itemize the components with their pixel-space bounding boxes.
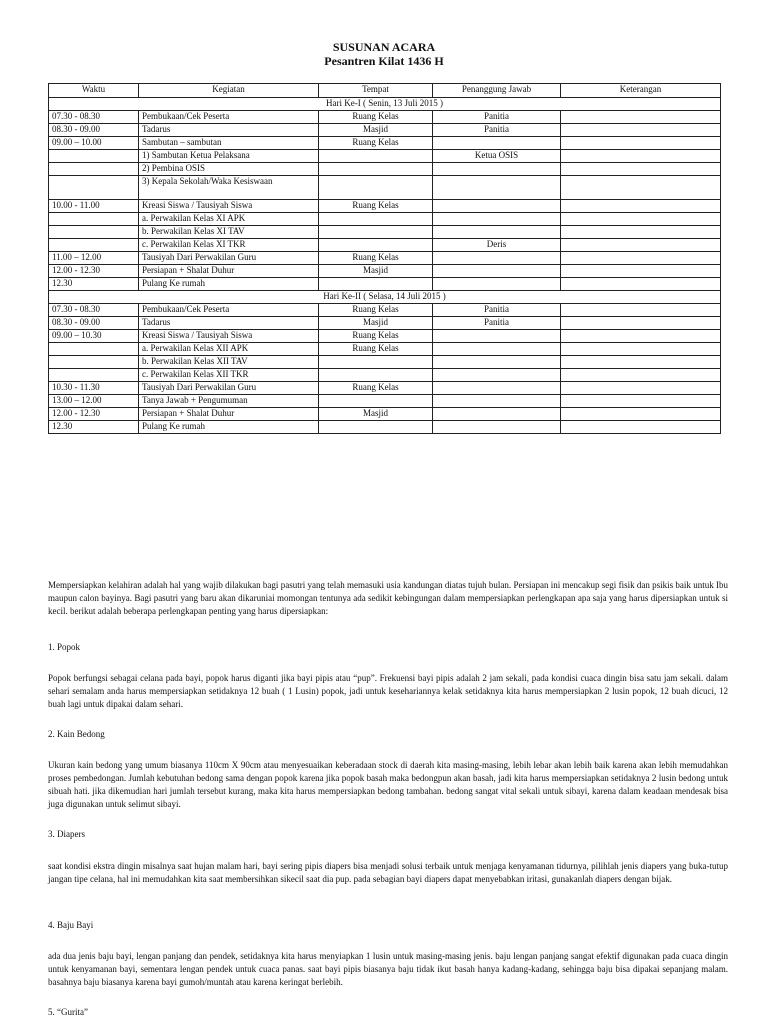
table-row <box>49 382 721 395</box>
table-cell <box>319 176 433 200</box>
table-cell: 13.00 – 12.00 <box>49 395 139 408</box>
table-cell <box>561 239 721 252</box>
section-heading-gurita: 5. “Gurita” <box>48 1007 88 1017</box>
schedule-table <box>48 83 721 434</box>
table-cell <box>433 343 561 356</box>
table-cell: Panitia <box>433 304 561 317</box>
table-row <box>49 111 721 124</box>
table-cell: Pulang Ke rumah <box>139 278 319 291</box>
table-row <box>49 137 721 150</box>
table-cell <box>49 239 139 252</box>
table-cell <box>561 356 721 369</box>
table-cell <box>433 163 561 176</box>
paragraph-baju-bayi: ada dua jenis baju bayi, lengan panjang dan pendek, setidaknya kita harus menyiapkan 1 lusin untuk masing-masing jenis. baju lengan panjang sangat efektif digunakan pada cuaca dingin untuk kenyamanan bayi, sementara lengan pendek untuk cuaca panas. saat bayi pipis biasanya baju tidak ikut basah hanya kadang-kadang, sehingga baju bisa dipakai sepanjang malam. basahnya baju biasanya karena bayi gumoh/muntah atau karena keringat berlebih. <box>48 951 728 987</box>
table-cell <box>433 137 561 150</box>
day-label: Hari Ke-I ( Senin, 13 Juli 2015 ) <box>49 98 721 111</box>
table-cell: Tausiyah Dari Perwakilan Guru <box>139 382 319 395</box>
table-cell <box>561 137 721 150</box>
section-heading-popok: 1. Popok <box>48 642 81 652</box>
table-cell: 11.00 – 12.00 <box>49 252 139 265</box>
header-tempat: Tempat <box>319 84 433 98</box>
section-heading-kain-bedong: 2. Kain Bedong <box>48 729 105 739</box>
table-cell <box>49 176 139 200</box>
day-label-row <box>49 98 721 111</box>
paragraph-kain-bedong: Ukuran kain bedong yang umum biasanya 110cm X 90cm atau menyesuaikan keberadaan stock di daerah kita masing-masing, lebih lebar akan lebih baik karena akan lebih memudahkan proses pembedongan. Jumlah kebutuhan bedong sama dengan popok karena jika popok basah maka bedongpun akan basah, jadi kita harus mempersiapkan setidaknya 2 lusin bedong untuk sibuah hati. jika dikemudian hari jumlah tersebut kurang, maka kita harus mempersiapkan bedong tambahan. bedong sangat vital sekali untuk sibayi, karena dalam keadaan mendesak bisa juga digunakan untuk selimut sibayi. <box>48 760 728 809</box>
table-row <box>49 395 721 408</box>
table-cell: Pulang Ke rumah <box>139 421 319 434</box>
table-cell: 09.00 – 10.30 <box>49 330 139 343</box>
table-cell: Masjid <box>319 124 433 137</box>
table-cell <box>49 356 139 369</box>
table-cell: 10.00 - 11.00 <box>49 200 139 213</box>
table-cell: a. Perwakilan Kelas XI APK <box>139 213 319 226</box>
table-cell <box>433 278 561 291</box>
table-cell: 2) Pembina OSIS <box>139 163 319 176</box>
table-cell <box>561 421 721 434</box>
paragraph-diapers: saat kondisi ekstra dingin misalnya saat hujan malam hari, bayi sering pipis diapers bisa menjadi solusi terbaik untuk menjaga kenyamanan tidurnya, pilihlah jenis diapers yang buka-tutup jangan tipe celana, hal ini memudahkan kita saat membersihkan sikecil saat dia pup. pada sebagian bayi diapers dapat menyebabkan iritasi, gunakanlah diapers dengan bijak. <box>48 861 728 884</box>
section-heading-diapers: 3. Diapers <box>48 829 85 839</box>
table-cell <box>561 111 721 124</box>
day-label: Hari Ke-II ( Selasa, 14 Juli 2015 ) <box>49 291 721 304</box>
table-cell: 12.00 - 12.30 <box>49 265 139 278</box>
table-cell: Kreasi Siswa / Tausiyah Siswa <box>139 330 319 343</box>
intro-paragraph: Mempersiapkan kelahiran adalah hal yang wajib dilakukan bagi pasutri yang telah memasuki usia kandungan diatas tujuh bulan. Persiapan ini mencakup segi fisik dan psikis baik untuk Ibu maupun calon bayinya. Bagi pasutri yang baru akan dikaruniai momongan tentunya ada sedikit kebingungan dalam mempersiapkan perlengkapan apa saja yang harus dipersiapkan untuk si kecil. berikut adalah beberapa perlengkapan penting yang harus dipersiapkan: <box>48 580 728 616</box>
header-penanggung-jawab: Penanggung Jawab <box>433 84 561 98</box>
table-cell <box>561 150 721 163</box>
table-row <box>49 163 721 176</box>
table-row <box>49 176 721 200</box>
table-cell <box>319 163 433 176</box>
table-cell <box>433 176 561 200</box>
table-cell <box>319 150 433 163</box>
table-cell <box>433 369 561 382</box>
day-label-row <box>49 291 721 304</box>
table-cell <box>561 163 721 176</box>
table-row <box>49 330 721 343</box>
header-waktu: Waktu <box>49 84 139 98</box>
table-cell: 09.00 – 10.00 <box>49 137 139 150</box>
table-cell: Persiapan + Shalat Duhur <box>139 265 319 278</box>
table-row <box>49 239 721 252</box>
table-cell: 3) Kepala Sekolah/Waka Kesiswaan <box>139 176 319 200</box>
table-row <box>49 408 721 421</box>
table-cell: Ruang Kelas <box>319 382 433 395</box>
table-cell <box>561 200 721 213</box>
table-cell <box>319 278 433 291</box>
section-heading-baju-bayi: 4. Baju Bayi <box>48 920 94 930</box>
table-cell <box>561 330 721 343</box>
table-cell <box>49 369 139 382</box>
table-cell: Masjid <box>319 317 433 330</box>
table-cell: 07.30 - 08.30 <box>49 304 139 317</box>
table-cell <box>319 226 433 239</box>
table-cell <box>561 395 721 408</box>
table-cell <box>319 213 433 226</box>
table-row <box>49 252 721 265</box>
table-cell <box>433 382 561 395</box>
table-cell <box>561 382 721 395</box>
table-cell: Pembukaan/Cek Peserta <box>139 111 319 124</box>
table-cell <box>561 213 721 226</box>
header-keterangan: Keterangan <box>561 84 721 98</box>
table-cell <box>49 226 139 239</box>
table-row <box>49 278 721 291</box>
table-cell <box>561 252 721 265</box>
table-cell: b. Perwakilan Kelas XII TAV <box>139 356 319 369</box>
table-row <box>49 150 721 163</box>
table-row <box>49 226 721 239</box>
table-cell <box>319 395 433 408</box>
table-header-row <box>49 84 721 98</box>
table-cell <box>433 252 561 265</box>
table-cell: Ruang Kelas <box>319 304 433 317</box>
table-cell <box>561 124 721 137</box>
table-cell <box>319 421 433 434</box>
table-cell: Kreasi Siswa / Tausiyah Siswa <box>139 200 319 213</box>
table-cell: Persiapan + Shalat Duhur <box>139 408 319 421</box>
table-cell <box>433 408 561 421</box>
paragraph-popok: Popok berfungsi sebagai celana pada bayi, popok harus diganti jika bayi pipis atau “pup”. Frekuensi bayi pipis adalah 2 jam sekali, pada kondisi cuaca dingin bisa satu jam sekali. dalam sehari semalam anda harus mempersiapkan setidaknya 12 buah ( 1 Lusin) popok, jadi untuk kesehariannya kelak setidaknya kita harus mempersiapkan 2 lusin popok, 12 buah dicuci, 12 buah lagi untuk dipakai dalam sehari. <box>48 673 728 709</box>
table-cell: 08.30 - 09.00 <box>49 124 139 137</box>
table-cell <box>561 278 721 291</box>
table-cell: Ruang Kelas <box>319 330 433 343</box>
table-cell <box>319 239 433 252</box>
table-cell: Ruang Kelas <box>319 343 433 356</box>
table-cell: Masjid <box>319 408 433 421</box>
table-cell: b. Perwakilan Kelas XI TAV <box>139 226 319 239</box>
table-row <box>49 304 721 317</box>
header-kegiatan: Kegiatan <box>139 84 319 98</box>
table-row <box>49 343 721 356</box>
table-cell <box>319 356 433 369</box>
table-cell <box>561 176 721 200</box>
table-cell <box>49 163 139 176</box>
table-cell <box>49 343 139 356</box>
table-cell: 1) Sambutan Ketua Pelaksana <box>139 150 319 163</box>
table-cell <box>561 265 721 278</box>
document-title <box>0 40 768 68</box>
title-line-2: Pesantren Kilat 1436 H <box>324 54 444 68</box>
table-cell: Tadarus <box>139 317 319 330</box>
table-cell <box>561 369 721 382</box>
table-row <box>49 356 721 369</box>
table-cell: Ruang Kelas <box>319 200 433 213</box>
table-row <box>49 369 721 382</box>
table-cell <box>561 226 721 239</box>
table-cell: Masjid <box>319 265 433 278</box>
table-cell: Panitia <box>433 124 561 137</box>
table-cell <box>433 356 561 369</box>
table-row <box>49 265 721 278</box>
table-cell: Pembukaan/Cek Peserta <box>139 304 319 317</box>
table-row <box>49 200 721 213</box>
table-cell: Tausiyah Dari Perwakilan Guru <box>139 252 319 265</box>
table-row <box>49 124 721 137</box>
table-cell <box>49 150 139 163</box>
schedule-body <box>49 98 721 434</box>
table-cell: 08.30 - 09.00 <box>49 317 139 330</box>
table-cell <box>49 213 139 226</box>
table-row <box>49 317 721 330</box>
table-cell: 12.30 <box>49 421 139 434</box>
table-cell: Panitia <box>433 111 561 124</box>
table-cell: Ketua OSIS <box>433 150 561 163</box>
table-cell: Ruang Kelas <box>319 111 433 124</box>
table-cell <box>561 343 721 356</box>
title-line-1: SUSUNAN ACARA <box>332 40 436 54</box>
table-cell: 12.30 <box>49 278 139 291</box>
table-cell: a. Perwakilan Kelas XII APK <box>139 343 319 356</box>
table-cell: c. Perwakilan Kelas XII TKR <box>139 369 319 382</box>
table-cell <box>433 330 561 343</box>
table-cell <box>433 421 561 434</box>
table-cell: 07.30 - 08.30 <box>49 111 139 124</box>
table-cell <box>433 395 561 408</box>
table-cell <box>319 369 433 382</box>
table-cell: Sambutan – sambutan <box>139 137 319 150</box>
table-cell <box>433 213 561 226</box>
table-cell: Tadarus <box>139 124 319 137</box>
table-cell <box>561 408 721 421</box>
table-cell: 10.30 - 11.30 <box>49 382 139 395</box>
table-cell <box>561 304 721 317</box>
table-cell: 12.00 - 12.30 <box>49 408 139 421</box>
table-cell: Panitia <box>433 317 561 330</box>
table-cell <box>561 317 721 330</box>
table-cell: c. Perwakilan Kelas XI TKR <box>139 239 319 252</box>
table-row <box>49 213 721 226</box>
table-cell <box>433 265 561 278</box>
table-row <box>49 421 721 434</box>
table-cell <box>433 226 561 239</box>
table-cell: Tanya Jawab + Pengumuman <box>139 395 319 408</box>
table-cell: Ruang Kelas <box>319 252 433 265</box>
table-cell: Deris <box>433 239 561 252</box>
table-cell: Ruang Kelas <box>319 137 433 150</box>
table-cell <box>433 200 561 213</box>
